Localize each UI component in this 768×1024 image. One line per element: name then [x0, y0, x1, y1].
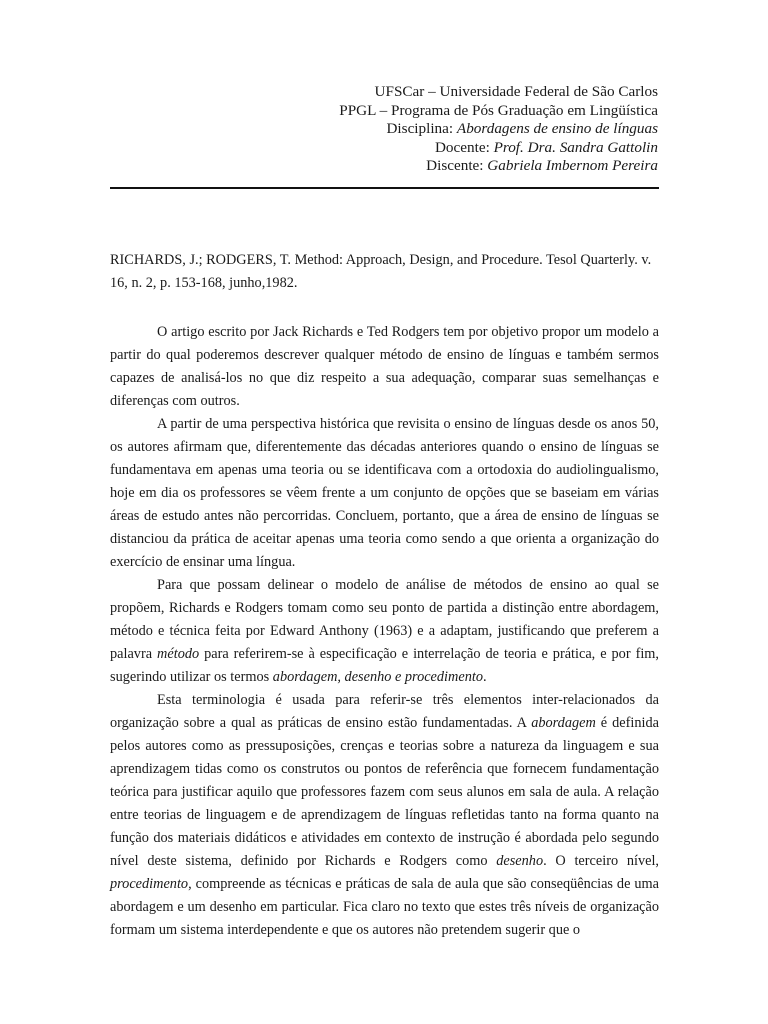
p3-term-metodo: método — [157, 646, 200, 662]
p3-text-a: Para que possam delinear o modelo de análise de métodos de ensino ao qual se propõem, Richards e Rodgers tomam como seu ponto de partida a distinção entre abordagem, método e técnica feita por Edward Anthony (1963) e a adaptam, justificando que preferem a palavra — [110, 577, 659, 662]
p3-text-e: . — [482, 669, 487, 685]
p4-term-desenho: desenho — [496, 853, 544, 869]
header-student — [339, 157, 658, 176]
discipline-label: Disciplina: — [386, 120, 454, 137]
paragraph-4 — [110, 689, 659, 942]
header-block — [339, 83, 658, 176]
p4-term-procedimento: procedimento — [110, 876, 189, 892]
p3-terms: abordagem, desenho e procedimento — [272, 669, 483, 685]
document-body — [110, 249, 659, 942]
student-value: Gabriela Imbernom Pereira — [487, 157, 658, 174]
discipline-value: Abordagens de ensino de línguas — [456, 120, 658, 137]
student-label: Discente: — [426, 157, 484, 174]
paragraph-3 — [110, 574, 659, 689]
citation: RICHARDS, J.; RODGERS, T. Method: Approach, Design, and Procedure. Tesol Quarterly. v. 16, n. 2, p. 153-168, junho,1982. — [110, 252, 652, 291]
paragraph-2: A partir de uma perspectiva histórica que revisita o ensino de línguas desde os anos 50, os autores afirmam que, diferentemente das décadas anteriores quando o ensino de línguas se fundamentava em apenas uma teoria ou se identificava com a ortodoxia do audiolingualismo, hoje em dia os professores se vêem frente a um conjunto de opções que se baseiam em várias áreas de estudo antes não percorridas. Concluem, portanto, que a área de ensino de línguas se distanciou da prática de aceitar apenas uma teoria como sendo a que orienta a organização do exercício de ensinar uma língua. — [110, 416, 659, 570]
p4-text-a: Esta terminologia é usada para referir-se três elementos inter-relacionados da organização sobre a qual as práticas de ensino estão fundamentadas. A — [110, 692, 659, 731]
p4-text-e: . O terceiro nível, — [543, 853, 660, 869]
header-discipline — [339, 120, 658, 139]
paragraph-1: O artigo escrito por Jack Richards e Ted Rodgers tem por objetivo propor um modelo a partir do qual poderemos descrever qualquer método de ensino de línguas e também sermos capazes de analisá-los no que diz respeito a sua adequação, comparar suas semelhanças e diferenças com outros. — [110, 324, 659, 409]
header-professor — [339, 139, 658, 158]
p4-term-abordagem: abordagem — [531, 715, 596, 731]
header-university: UFSCar – Universidade Federal de São Carlos — [374, 83, 658, 100]
professor-label: Docente: — [434, 138, 490, 156]
professor-value: Prof. Dra. Sandra Gattolin — [493, 138, 658, 156]
header-divider — [110, 187, 659, 189]
p4-text-g: , compreende as técnicas e práticas de sala de aula que são conseqüências de uma abordagem e um desenho em particular. Fica claro no texto que estes três níveis de organização formam um sistema interdependente e que os autores não pretendem sugerir que o — [110, 876, 659, 938]
p3-text-c: para referirem-se à especificação e interrelação de teoria e prática, e por fim, sugerindo utilizar os termos — [110, 646, 659, 685]
p4-text-c: é definida pelos autores como as pressuposições, crenças e teorias sobre a natureza da linguagem e sua aprendizagem tidas como os construtos ou pontos de referência que fornecem fundamentação teórica para justificar aquilo que professores fazem com seus alunos em sala de aula. A relação entre teorias de linguagem e de aprendizagem de línguas refletidas tanto na forma quanto na função dos materiais didáticos e atividades em contexto de instrução é abordada pelo segundo nível deste sistema, definido por Richards e Rodgers como — [110, 715, 659, 869]
header-program: PPGL – Programa de Pós Graduação em Lingüística — [339, 101, 658, 119]
